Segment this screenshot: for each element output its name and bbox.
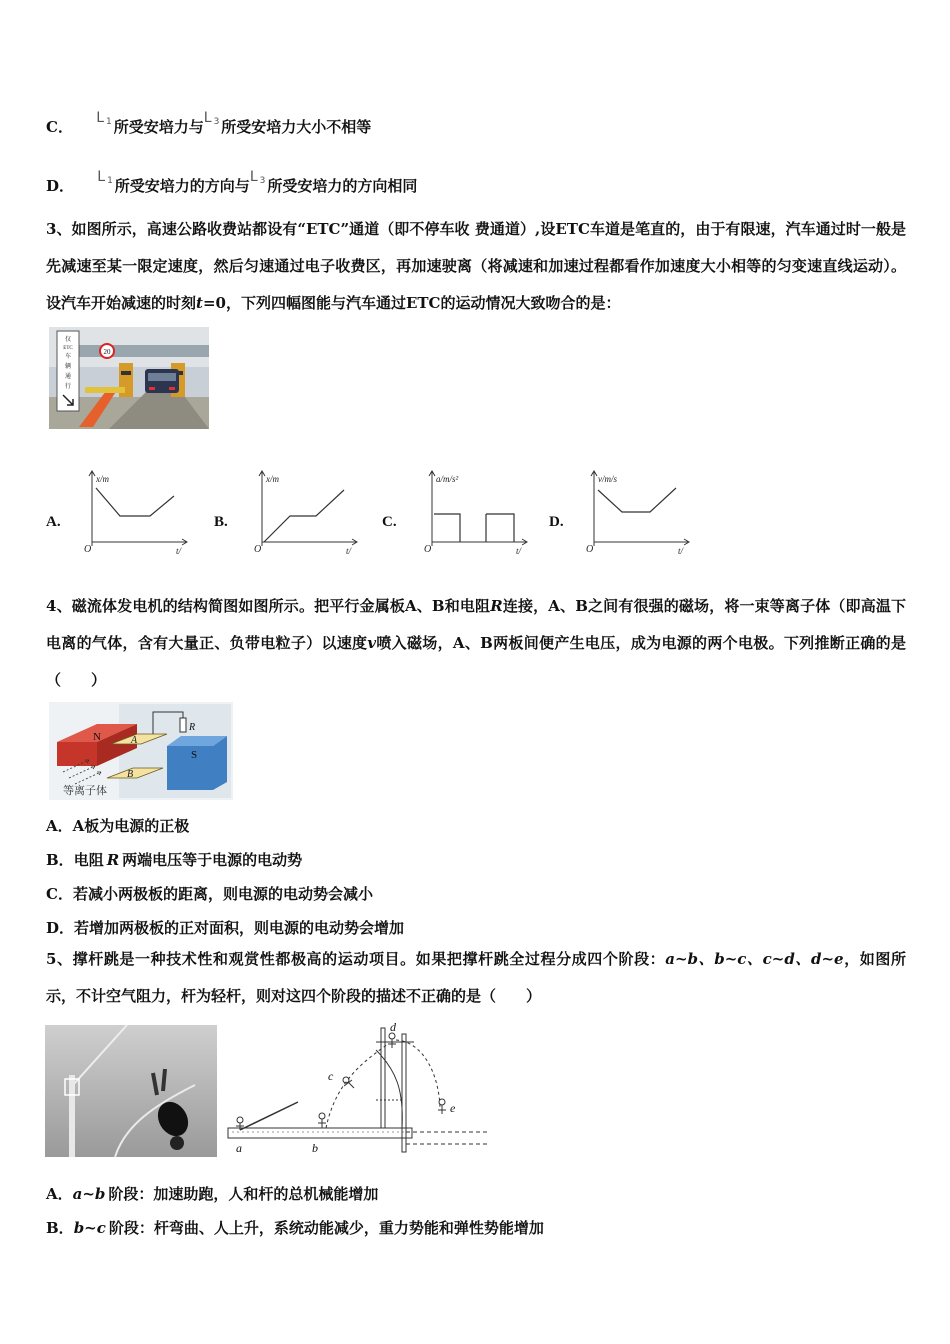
graph-b (252, 468, 364, 556)
l3-symbol: L (203, 110, 212, 126)
graph-d (584, 468, 696, 556)
l1-subscript: 1 (106, 117, 112, 127)
stage-variable: a~b (72, 1185, 106, 1203)
q5-stages: a~b、b~c、c~d、d~e (665, 950, 844, 968)
option-text: 阶段：杆弯曲、人上升，系统动能减少，重力势能和弹性势能增加 (108, 1219, 544, 1237)
graph-ylabel: a/m/s² (436, 474, 459, 484)
mhd-generator-figure (49, 702, 233, 800)
stage-variable: b~c (73, 1219, 106, 1237)
stage-a-label: a (236, 1141, 242, 1155)
graph-origin: O (254, 544, 262, 555)
q4-option-b (46, 849, 302, 870)
graph-origin: O (84, 544, 92, 555)
q4-stem-c: 喷入磁场，A、B两板间便产生电压，成为电源的两个电极。下列推断正确的是（ ） (46, 634, 906, 689)
l1-symbol: L (96, 110, 104, 126)
plasma-label: 等离子体 (63, 785, 107, 797)
q4-stem (46, 588, 906, 699)
option-label: A． (46, 1185, 73, 1203)
graph-xlabel: t/ (346, 546, 352, 556)
q4-stem-b: 连接，A、B之间有很强的磁场，将一束等离子体（即高温下电离的气体，含有大量正、负带电粒子）以速度 (46, 597, 906, 652)
graph-a (82, 468, 194, 556)
graph-ylabel: x/m (96, 474, 109, 484)
q3-stem-end: =0，下列四幅图能与汽车通过ETC的运动情况大致吻合的是： (202, 294, 621, 312)
graph-xlabel: t/ (516, 546, 522, 556)
option-text: 两端电压等于电源的电动势 (122, 851, 303, 869)
graph-option-label: B. (214, 514, 228, 530)
l1-symbol: L (97, 169, 106, 185)
graph-origin: O (586, 544, 594, 555)
north-pole-label: N (93, 731, 101, 743)
q5-stem-a: 5、撑杆跳是一种技术性和观赏性都极高的运动项目。如果把撑杆跳全过程分成四个阶段： (46, 950, 666, 968)
l1-subscript: 1 (107, 176, 113, 186)
plate-b-label: B (127, 769, 134, 780)
q5-option-a (46, 1183, 378, 1204)
q5-stem (46, 941, 906, 1015)
option-label: B． (46, 851, 74, 869)
q4-stem-a: 4、磁流体发电机的结构简图如图所示。把平行金属板A、B和电阻 (46, 597, 491, 615)
sign-char-2: 车 (64, 354, 72, 360)
option-label: B． (46, 1219, 74, 1237)
l3-symbol: L (249, 169, 258, 185)
q4-option-d (46, 917, 404, 938)
south-pole-label: S (191, 749, 198, 761)
pole-vault-diagram (226, 1020, 494, 1160)
q2-option-c (46, 110, 372, 137)
graph-origin: O (424, 544, 432, 555)
option-label: D． (46, 919, 75, 937)
stage-c-label: c (328, 1069, 334, 1083)
sign-char-1: 仅 (64, 337, 72, 343)
r-variable: R (106, 851, 120, 869)
option-label: C． (46, 885, 73, 903)
option-label: C． (46, 118, 73, 136)
stage-e-label: e (450, 1101, 456, 1115)
option-text: 所受安培力与 (113, 118, 204, 136)
q4-option-a (46, 815, 189, 836)
option-label: A． (46, 817, 73, 835)
q3-stem-text: 3、如图所示，高速公路收费站都设有“ETC”通道（即不停车收 费通道）,设ETC车道是笔直的，由于有限速，汽车通过时一般是先减速至某一限定速度，然后匀速通过电子收费区，再加速驶离（将减速和加速过程都看作加速度大小相等的匀变速直线运动）。设汽车开始减速的时刻 (46, 220, 906, 312)
graph-ylabel: v/m/s (598, 474, 617, 484)
etc-toll-photo (49, 327, 209, 429)
q2-option-d (46, 169, 418, 196)
option-text: A板为电源的正极 (72, 817, 190, 835)
q5-stem-b: ，如图所示，不计空气阻力，杆为轻杆，则对这四个阶段的描述不正确的是（ ） (46, 950, 906, 1005)
option-label: D． (46, 177, 75, 195)
option-text: 所受安培力的方向相同 (267, 177, 418, 195)
graph-option-label: D. (549, 514, 564, 530)
l3-subscript: 3 (213, 117, 220, 127)
sign-char-4: 通 (64, 374, 72, 380)
resistor-label: R (189, 722, 196, 733)
q4-option-c (46, 883, 373, 904)
v-variable: v (367, 634, 377, 652)
stage-d-label: d (390, 1020, 396, 1034)
t-variable: t (196, 294, 203, 312)
option-text-pre: 电阻 (73, 851, 104, 869)
graph-option-label: A. (46, 514, 61, 530)
graph-xlabel: t/ (678, 546, 684, 556)
option-text: 阶段：加速助跑，人和杆的总机械能增加 (108, 1185, 379, 1203)
q5-option-b (46, 1217, 544, 1238)
option-text: 所受安培力大小不相等 (221, 118, 372, 136)
sign-char-3: 辆 (64, 364, 72, 370)
sign-char-etc: ETC (63, 346, 73, 351)
graph-ylabel: x/m (266, 474, 279, 484)
l3-subscript: 3 (259, 176, 266, 186)
sign-char-5: 行 (64, 384, 72, 390)
option-text: 若减小两极板的距离，则电源的电动势会减小 (72, 885, 373, 903)
stage-b-label: b (312, 1141, 318, 1155)
option-text: 所受安培力的方向与 (114, 177, 250, 195)
plate-a-label: A (131, 735, 138, 746)
q3-stem (46, 211, 906, 322)
graph-c (422, 468, 534, 556)
pole-vault-photo (45, 1025, 217, 1157)
graph-xlabel: t/ (176, 546, 182, 556)
option-text: 若增加两极板的正对面积，则电源的电动势会增加 (74, 919, 405, 937)
graph-option-label: C. (382, 514, 397, 530)
r-variable: R (490, 597, 503, 615)
speed-limit-sign: 20 (103, 348, 111, 356)
